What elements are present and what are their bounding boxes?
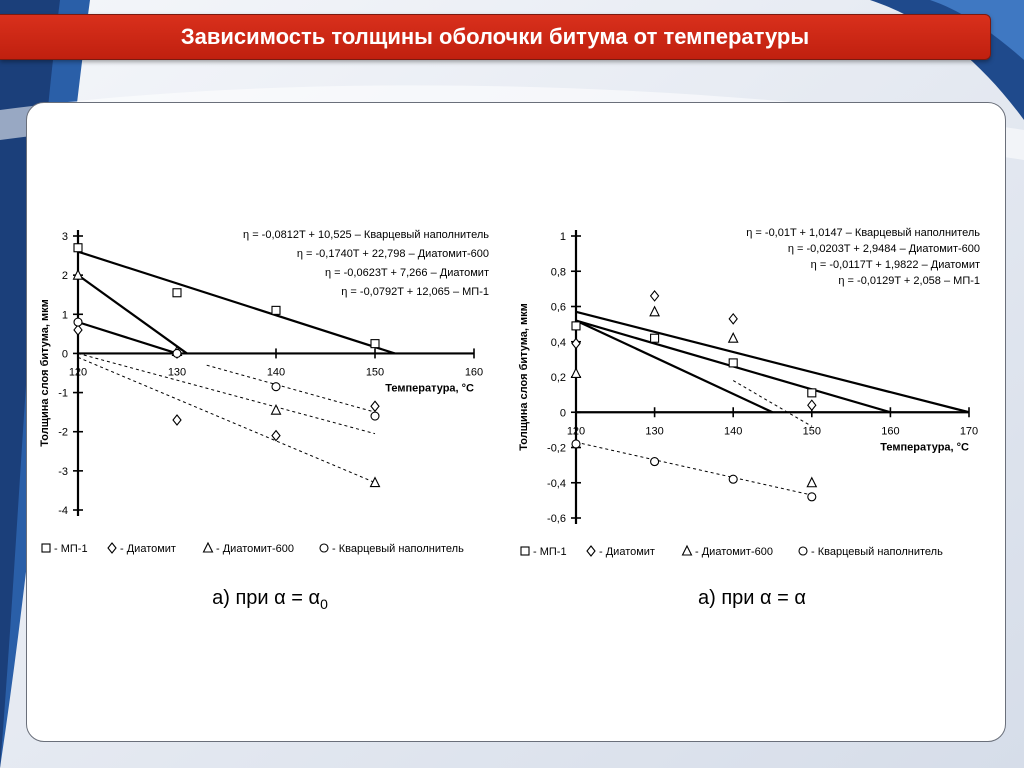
legend-marker-circle [799, 547, 807, 555]
chart-alpha0-plot [34, 214, 496, 564]
page-title: Зависимость толщины оболочки битума от температуры [180, 24, 810, 49]
legend-item-label: - МП-1 [533, 546, 567, 558]
caption-alpha0-subscript: 0 [320, 596, 328, 612]
y-tick-label: -0,4 [547, 477, 566, 490]
x-tick-label: 140 [266, 366, 286, 379]
x-tick-label: 130 [645, 425, 664, 438]
data-point-square [651, 334, 659, 342]
data-point-circle [74, 318, 82, 326]
chart-alpha-plot [513, 214, 990, 568]
equation-label: η = -0,0812T + 10,525 – Кварцевый наполнитель [243, 229, 489, 241]
y-tick-label: -0,2 [547, 442, 566, 455]
data-point-circle [729, 475, 737, 483]
data-point-circle [808, 493, 816, 501]
y-tick-label: -4 [58, 505, 68, 517]
data-point-square [808, 389, 816, 397]
y-tick-label: -3 [58, 465, 68, 478]
y-tick-label: 0,2 [550, 372, 566, 384]
x-tick-label: 120 [566, 425, 586, 438]
x-tick-label: 150 [365, 366, 385, 379]
data-point-square [74, 244, 82, 252]
x-tick-label: 140 [724, 425, 743, 438]
x-axis-label: Температура, °С [385, 382, 474, 395]
x-tick-label: 150 [802, 425, 821, 438]
y-tick-label: -0,6 [547, 513, 566, 525]
chart-alpha0 [34, 214, 496, 564]
legend-item-label: - Кварцевый наполнитель [332, 543, 464, 555]
caption-alpha-text: а) при α = α [698, 587, 806, 609]
caption-alpha0 [130, 583, 410, 613]
legend-item-label: - Диатомит-600 [216, 543, 294, 555]
equation-label: η = -0,0117T + 1,9822 – Диатомит [810, 259, 980, 271]
equation-label: η = -0,0129T + 2,058 – МП-1 [838, 275, 980, 287]
y-tick-label: 3 [61, 231, 68, 243]
x-tick-label: 130 [167, 366, 187, 379]
y-tick-label: 0,4 [550, 336, 566, 349]
title-bar [0, 14, 991, 60]
y-tick-label: 1 [559, 231, 566, 243]
x-tick-label: 120 [68, 366, 88, 379]
caption-alpha [612, 583, 892, 613]
equation-label: η = -0,0792T + 12,065 – МП-1 [341, 286, 489, 298]
caption-alpha0-text: а) при α = α [212, 587, 321, 609]
data-point-circle [651, 458, 659, 466]
x-tick-label: 160 [881, 425, 900, 438]
equation-label: η = -0,01T + 1,0147 – Кварцевый наполнитель [746, 227, 980, 239]
y-tick-label: 0 [559, 407, 566, 420]
legend-marker-square [42, 544, 50, 552]
data-point-square [371, 340, 379, 348]
legend-item-label: - Диатомит [120, 543, 176, 555]
data-point-circle [173, 349, 181, 357]
legend-marker-circle [320, 544, 328, 552]
x-axis-label: Температура, °С [880, 441, 969, 454]
y-tick-label: -1 [58, 387, 68, 400]
data-point-square [272, 306, 280, 314]
y-axis-label: Толщина слоя битума, мкм [518, 303, 530, 451]
legend-item-label: - Кварцевый наполнитель [811, 546, 943, 558]
y-tick-label: 0,8 [550, 266, 566, 279]
legend-marker-square [521, 547, 529, 555]
data-point-circle [371, 412, 379, 420]
legend-item-label: - МП-1 [54, 543, 88, 555]
y-tick-label: 1 [61, 309, 68, 322]
equation-label: η = -0,0203T + 2,9484 – Диатомит-600 [787, 243, 980, 255]
y-axis-label: Толщина слоя битума, мкм [39, 299, 51, 447]
data-point-circle [272, 383, 280, 391]
equation-label: η = -0,0623T + 7,266 – Диатомит [324, 267, 489, 279]
y-tick-label: -2 [58, 426, 68, 439]
data-point-square [729, 359, 737, 367]
x-tick-label: 170 [959, 425, 979, 438]
data-point-square [572, 322, 580, 330]
y-tick-label: 0 [61, 348, 68, 361]
legend-item-label: - Диатомит [599, 546, 655, 558]
equation-label: η = -0,1740T + 22,798 – Диатомит-600 [296, 248, 489, 260]
y-tick-label: 2 [61, 270, 68, 283]
y-tick-label: 0,6 [550, 301, 566, 314]
data-point-square [173, 289, 181, 297]
x-tick-label: 160 [464, 366, 484, 379]
chart-alpha [513, 214, 990, 568]
legend-item-label: - Диатомит-600 [695, 546, 773, 558]
data-point-circle [572, 440, 580, 448]
